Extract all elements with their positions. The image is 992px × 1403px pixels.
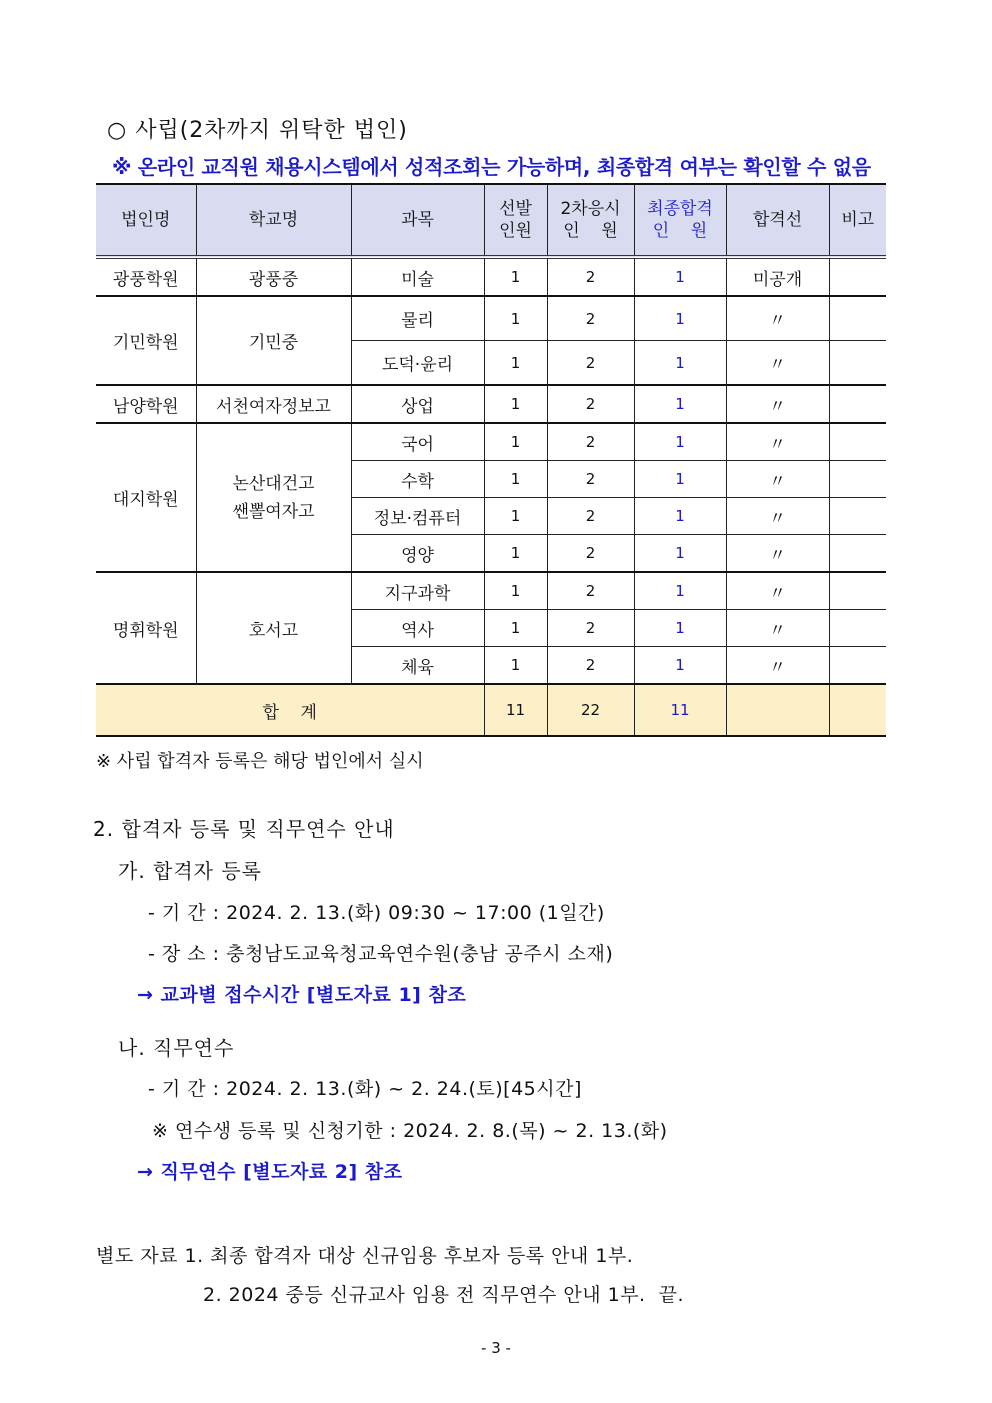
header-second-line2: 인 원 <box>563 221 618 241</box>
corp-cell: 남양학원 <box>96 385 196 423</box>
second-cell: 2 <box>547 385 634 423</box>
cutoff-cell: 〃 <box>726 385 829 423</box>
selected-cell: 1 <box>484 535 547 573</box>
second-cell: 2 <box>547 423 634 461</box>
header-final-line1: 최종합격 <box>647 199 713 219</box>
second-cell: 2 <box>547 610 634 647</box>
cutoff-cell: 〃 <box>726 341 829 386</box>
selected-cell: 1 <box>484 385 547 423</box>
subsection-heading-registration: 가. 합격자 등록 <box>118 859 262 883</box>
cutoff-cell: 미공개 <box>726 257 829 296</box>
header-school: 학교명 <box>196 184 351 257</box>
corp-cell: 대지학원 <box>96 423 196 572</box>
remark-cell <box>829 610 886 647</box>
subsection-heading-training: 나. 직무연수 <box>118 1036 235 1060</box>
selected-cell: 1 <box>484 572 547 610</box>
header-selected-line2: 인원 <box>499 221 532 241</box>
cutoff-cell: 〃 <box>726 423 829 461</box>
remark-cell <box>829 647 886 685</box>
subject-cell: 지구과학 <box>351 572 484 610</box>
cutoff-cell: 〃 <box>726 535 829 573</box>
header-corp: 법인명 <box>96 184 196 257</box>
table-row <box>96 423 886 461</box>
final-cell: 1 <box>634 572 726 610</box>
remark-cell <box>829 341 886 386</box>
remark-cell <box>829 385 886 423</box>
school-name: 쌘뽈여자고 <box>232 501 315 522</box>
selected-cell: 1 <box>484 341 547 386</box>
final-cell: 1 <box>634 257 726 296</box>
total-row <box>96 684 886 736</box>
remark-cell <box>829 257 886 296</box>
training-period: - 기 간 : 2024. 2. 13.(화) ~ 2. 24.(토)[45시간] <box>148 1078 582 1100</box>
cutoff-cell: 〃 <box>726 610 829 647</box>
subject-cell: 국어 <box>351 423 484 461</box>
total-final: 11 <box>634 684 726 736</box>
selected-cell: 1 <box>484 423 547 461</box>
subject-cell: 영양 <box>351 535 484 573</box>
total-second: 22 <box>547 684 634 736</box>
registration-period: - 기 간 : 2024. 2. 13.(화) 09:30 ~ 17:00 (1일간) <box>148 902 605 924</box>
subject-cell: 도덕·윤리 <box>351 341 484 386</box>
second-cell: 2 <box>547 535 634 573</box>
selected-cell: 1 <box>484 610 547 647</box>
remark-cell <box>829 535 886 573</box>
selected-cell: 1 <box>484 647 547 685</box>
registration-place: - 장 소 : 충청남도교육청교육연수원(충남 공주시 소재) <box>148 943 614 965</box>
total-remark <box>829 684 886 736</box>
second-cell: 2 <box>547 257 634 296</box>
attachment-line-1: 별도 자료 1. 최종 합격자 대상 신규임용 후보자 등록 안내 1부. <box>96 1245 634 1267</box>
school-cell: 광풍중 <box>196 257 351 296</box>
total-selected: 11 <box>484 684 547 736</box>
final-cell: 1 <box>634 296 726 341</box>
registration-reference: → 교과별 접수시간 [별도자료 1] 참조 <box>137 984 467 1006</box>
selected-cell: 1 <box>484 498 547 535</box>
section-title: ○ 사립(2차까지 위탁한 법인) <box>107 118 408 143</box>
school-cell <box>196 423 351 572</box>
final-cell: 1 <box>634 647 726 685</box>
selected-cell: 1 <box>484 257 547 296</box>
corp-cell: 광풍학원 <box>96 257 196 296</box>
remark-cell <box>829 296 886 341</box>
second-cell: 2 <box>547 572 634 610</box>
final-cell: 1 <box>634 341 726 386</box>
header-selected-line1: 선발 <box>499 199 532 219</box>
table-header-row <box>96 184 886 257</box>
subject-cell: 정보·컴퓨터 <box>351 498 484 535</box>
training-deadline: ※ 연수생 등록 및 신청기한 : 2024. 2. 8.(목) ~ 2. 13.(화) <box>152 1120 668 1142</box>
header-final-line2: 인 원 <box>652 221 708 241</box>
remark-cell <box>829 423 886 461</box>
selected-cell: 1 <box>484 296 547 341</box>
page-number: - 3 - <box>481 1339 511 1357</box>
second-cell: 2 <box>547 296 634 341</box>
subject-cell: 역사 <box>351 610 484 647</box>
final-cell: 1 <box>634 461 726 498</box>
second-cell: 2 <box>547 498 634 535</box>
header-selected <box>484 184 547 257</box>
school-cell: 기민중 <box>196 296 351 385</box>
header-second-line1: 2차응시 <box>560 199 621 219</box>
attachment-line-2: 2. 2024 중등 신규교사 임용 전 직무연수 안내 1부. 끝. <box>203 1284 685 1306</box>
school-cell: 서천여자정보고 <box>196 385 351 423</box>
final-cell: 1 <box>634 535 726 573</box>
cutoff-cell: 〃 <box>726 296 829 341</box>
remark-cell <box>829 498 886 535</box>
final-cell: 1 <box>634 610 726 647</box>
header-final <box>634 184 726 257</box>
cutoff-cell: 〃 <box>726 461 829 498</box>
subject-cell: 미술 <box>351 257 484 296</box>
school-cell: 호서고 <box>196 572 351 684</box>
remark-cell <box>829 461 886 498</box>
training-reference: → 직무연수 [별도자료 2] 참조 <box>137 1161 403 1183</box>
section-heading: 2. 합격자 등록 및 직무연수 안내 <box>93 817 395 841</box>
selected-cell: 1 <box>484 461 547 498</box>
remark-cell <box>829 572 886 610</box>
table-row <box>96 572 886 610</box>
cutoff-cell: 〃 <box>726 647 829 685</box>
final-cell: 1 <box>634 498 726 535</box>
table-row <box>96 257 886 296</box>
header-cutoff: 합격선 <box>726 184 829 257</box>
results-table <box>96 183 886 737</box>
second-cell: 2 <box>547 647 634 685</box>
final-cell: 1 <box>634 423 726 461</box>
subject-cell: 물리 <box>351 296 484 341</box>
school-name: 논산대건고 <box>232 473 315 494</box>
cutoff-cell: 〃 <box>726 498 829 535</box>
table-footnote: ※ 사립 합격자 등록은 해당 법인에서 실시 <box>96 751 424 772</box>
final-cell: 1 <box>634 385 726 423</box>
total-cutoff <box>726 684 829 736</box>
total-label: 합 계 <box>96 684 484 736</box>
table-row <box>96 385 886 423</box>
table-row <box>96 296 886 341</box>
header-remark: 비고 <box>829 184 886 257</box>
subject-cell: 체육 <box>351 647 484 685</box>
corp-cell: 기민학원 <box>96 296 196 385</box>
second-cell: 2 <box>547 341 634 386</box>
header-second <box>547 184 634 257</box>
section-notice: ※ 온라인 교직원 채용시스템에서 성적조회는 가능하며, 최종합격 여부는 확인할 수 없음 <box>112 155 871 179</box>
subject-cell: 상업 <box>351 385 484 423</box>
subject-cell: 수학 <box>351 461 484 498</box>
header-subject: 과목 <box>351 184 484 257</box>
cutoff-cell: 〃 <box>726 572 829 610</box>
corp-cell: 명휘학원 <box>96 572 196 684</box>
second-cell: 2 <box>547 461 634 498</box>
